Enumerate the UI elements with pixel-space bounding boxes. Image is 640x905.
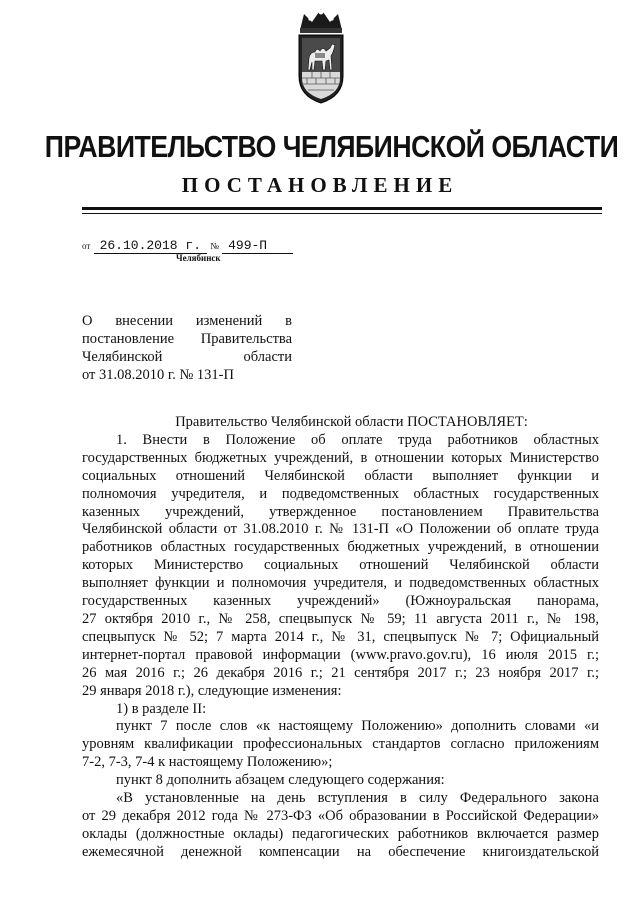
city-name: Челябинск [176, 253, 221, 263]
body-line: 29 января 2018 г.), следующие изменения: [82, 682, 342, 699]
body-line: выполняет функции и полномочия учредителя, и подведомственных областных [82, 575, 599, 592]
body-line: ежемесячной денежной компенсации на обеспечение книгоиздательской [82, 843, 599, 860]
body-line: 27 октября 2010 г., № 258, спецвыпуск № 59; 11 августа 2011 г., № 198, [82, 610, 599, 627]
body-line: пункт 8 дополнить абзацем следующего содержания: [116, 772, 445, 789]
body-line: казенных учреждений, утвержденное постановлением Правительства [82, 503, 599, 520]
document-number: 499-П [222, 239, 293, 254]
body-line: оклады (должностные оклады) педагогических работников включается размер [82, 825, 599, 842]
body-line: уровням квалификации профессиональных стандартов согласно приложениям [82, 736, 599, 753]
document-subject [82, 312, 292, 384]
body-line: интернет-портал правовой информации (www.pravo.gov.ru), 16 июля 2015 г.; [82, 646, 599, 663]
resolution-heading: Правительство Челябинской области ПОСТАНОВЛЯЕТ: [175, 414, 528, 430]
document-date: 26.10.2018 г. [94, 239, 207, 254]
body-line: пункт 7 после слов «к настоящему Положению» дополнить словами «и [116, 718, 599, 735]
body-line: 7-2, 7-3, 7-4 к настоящему Положению»; [82, 754, 333, 771]
subject-line: Челябинской области [82, 349, 292, 365]
body-line: «В установленные на день вступления в силу Федерального закона [116, 790, 599, 807]
body-line: которых Министерство социальных отношений Челябинской области [82, 557, 599, 574]
body-line: 26 мая 2016 г.; 26 декабря 2016 г.; 21 сентября 2017 г.; 23 ноября 2017 г.; [82, 664, 599, 681]
body-line: работников областных государственных бюджетных учреждений, в отношении [82, 539, 599, 556]
subject-line: постановление Правительства [82, 331, 292, 347]
body-line: государственных казенных учреждений» (Южноуральская панорама, [82, 593, 599, 610]
document-type-heading: ПОСТАНОВЛЕНИЕ [181, 173, 459, 197]
subject-line: от 31.08.2010 г. № 131-П [82, 367, 234, 383]
chelyabinsk-coat-of-arms-icon [290, 6, 352, 106]
header-divider-thin [82, 213, 602, 214]
header-divider-thick [82, 207, 602, 210]
document-body [82, 414, 599, 862]
body-line: государственных бюджетных учреждений, в отношении которых Министерство [82, 449, 599, 466]
body-line: спецвыпуск № 52; 7 марта 2014 г., № 31, спецвыпуск № 7; Официальный [82, 628, 599, 645]
government-name-heading: ПРАВИТЕЛЬСТВО ЧЕЛЯБИНСКОЙ ОБЛАСТИ [44, 129, 619, 164]
body-line: социальных отношений Челябинской области выполняет функции и [82, 467, 599, 484]
body-line: 1) в разделе II: [116, 700, 207, 717]
body-line: 1. Внести в Положение об оплате труда работников областных [116, 431, 599, 448]
date-from-label: от [82, 241, 91, 251]
number-label: № [210, 241, 219, 251]
body-line: Челябинской области от 31.08.2010 г. № 131-П «О Положении об оплате труда [82, 521, 599, 538]
subject-line: О внесении изменений в [82, 313, 292, 329]
body-line: полномочия учредителя, и подведомственных областных государственных [82, 485, 599, 502]
body-line: от 29 декабря 2012 года № 273-ФЗ «Об образовании в Российской Федерации» [82, 807, 599, 824]
